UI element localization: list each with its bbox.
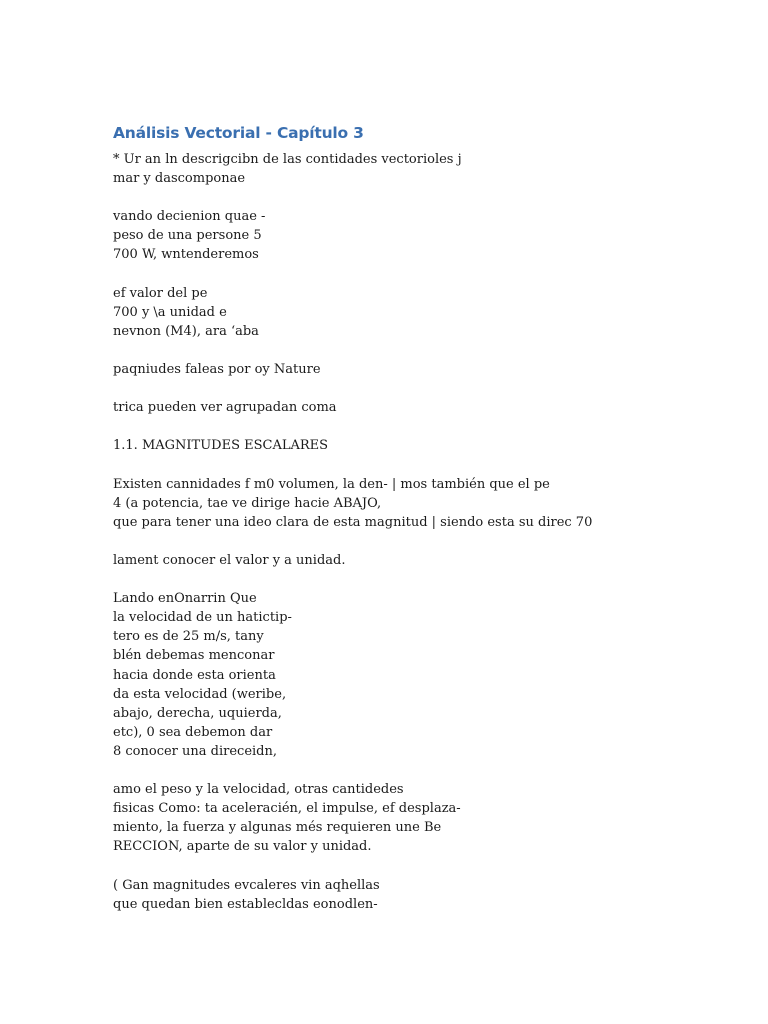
paragraph bbox=[113, 207, 753, 264]
paragraph bbox=[113, 876, 753, 914]
document-title: Análisis Vectorial - Capítulo 3 bbox=[113, 124, 364, 142]
text-line: abajo, derecha, uquierda, bbox=[113, 705, 282, 721]
paragraph bbox=[113, 436, 753, 455]
text-line: hacia donde esta orienta bbox=[113, 667, 276, 683]
paragraph bbox=[113, 150, 753, 188]
text-line: que quedan bien establecldas eonodlen- bbox=[113, 896, 378, 912]
text-line: etc), 0 sea debemon dar bbox=[113, 724, 273, 740]
text-line: vando decienion quae - bbox=[113, 209, 266, 225]
paragraph bbox=[113, 398, 753, 417]
text-line: blén debemas menconar bbox=[113, 648, 275, 664]
paragraph bbox=[113, 780, 753, 856]
text-line: 8 conocer una direceidn, bbox=[113, 743, 278, 759]
text-line: nevnon (M4), ara ‘aba bbox=[113, 323, 259, 339]
text-line: que para tener una ideo clara de esta magnitud | siendo esta su direc 70 bbox=[113, 514, 593, 530]
text-line: Lando enOnarrin Que bbox=[113, 591, 257, 607]
text-line: mar y dascomponae bbox=[113, 171, 246, 187]
paragraph bbox=[113, 551, 753, 570]
text-line: ef valor del pe bbox=[113, 285, 208, 301]
text-line: * Ur an ln descrigcibn de las contidades vectorioles j bbox=[113, 152, 462, 167]
text-line: ( Gan magnitudes evcaleres vin aqhellas bbox=[113, 877, 380, 893]
paragraph bbox=[113, 360, 753, 379]
text-line: miento, la fuerza y algunas més requieren une Be bbox=[113, 820, 442, 836]
text-line: 1.1. MAGNITUDES ESCALARES bbox=[113, 438, 329, 454]
text-line: Existen cannidades f m0 volumen, la den- | mos también que el pe bbox=[113, 476, 550, 492]
text-line: lament conocer el valor y a unidad. bbox=[113, 552, 346, 568]
paragraph bbox=[113, 284, 753, 341]
text-line: trica pueden ver agrupadan coma bbox=[113, 400, 337, 416]
document-body bbox=[113, 150, 753, 914]
text-line: fisicas Como: ta aceleracién, el impulse, ef desplaza- bbox=[113, 801, 461, 817]
text-line: da esta velocidad (weribe, bbox=[113, 686, 287, 702]
text-line: amo el peso y la velocidad, otras cantidedes bbox=[113, 782, 404, 798]
text-line: RECCION, aparte de su valor y unidad. bbox=[113, 839, 372, 855]
paragraph bbox=[113, 475, 753, 532]
text-line: la velocidad de un hatictip- bbox=[113, 610, 292, 626]
paragraph bbox=[113, 589, 753, 761]
text-line: tero es de 25 m/s, tany bbox=[113, 629, 264, 645]
text-line: 700 W, wntenderemos bbox=[113, 247, 259, 263]
text-line: peso de una persone 5 bbox=[113, 228, 262, 244]
text-line: 4 (a potencia, tae ve dirige hacie ABAJO, bbox=[113, 495, 382, 511]
text-line: 700 y \a unidad e bbox=[113, 304, 227, 320]
text-line: paqniudes faleas por oy Nature bbox=[113, 362, 321, 378]
